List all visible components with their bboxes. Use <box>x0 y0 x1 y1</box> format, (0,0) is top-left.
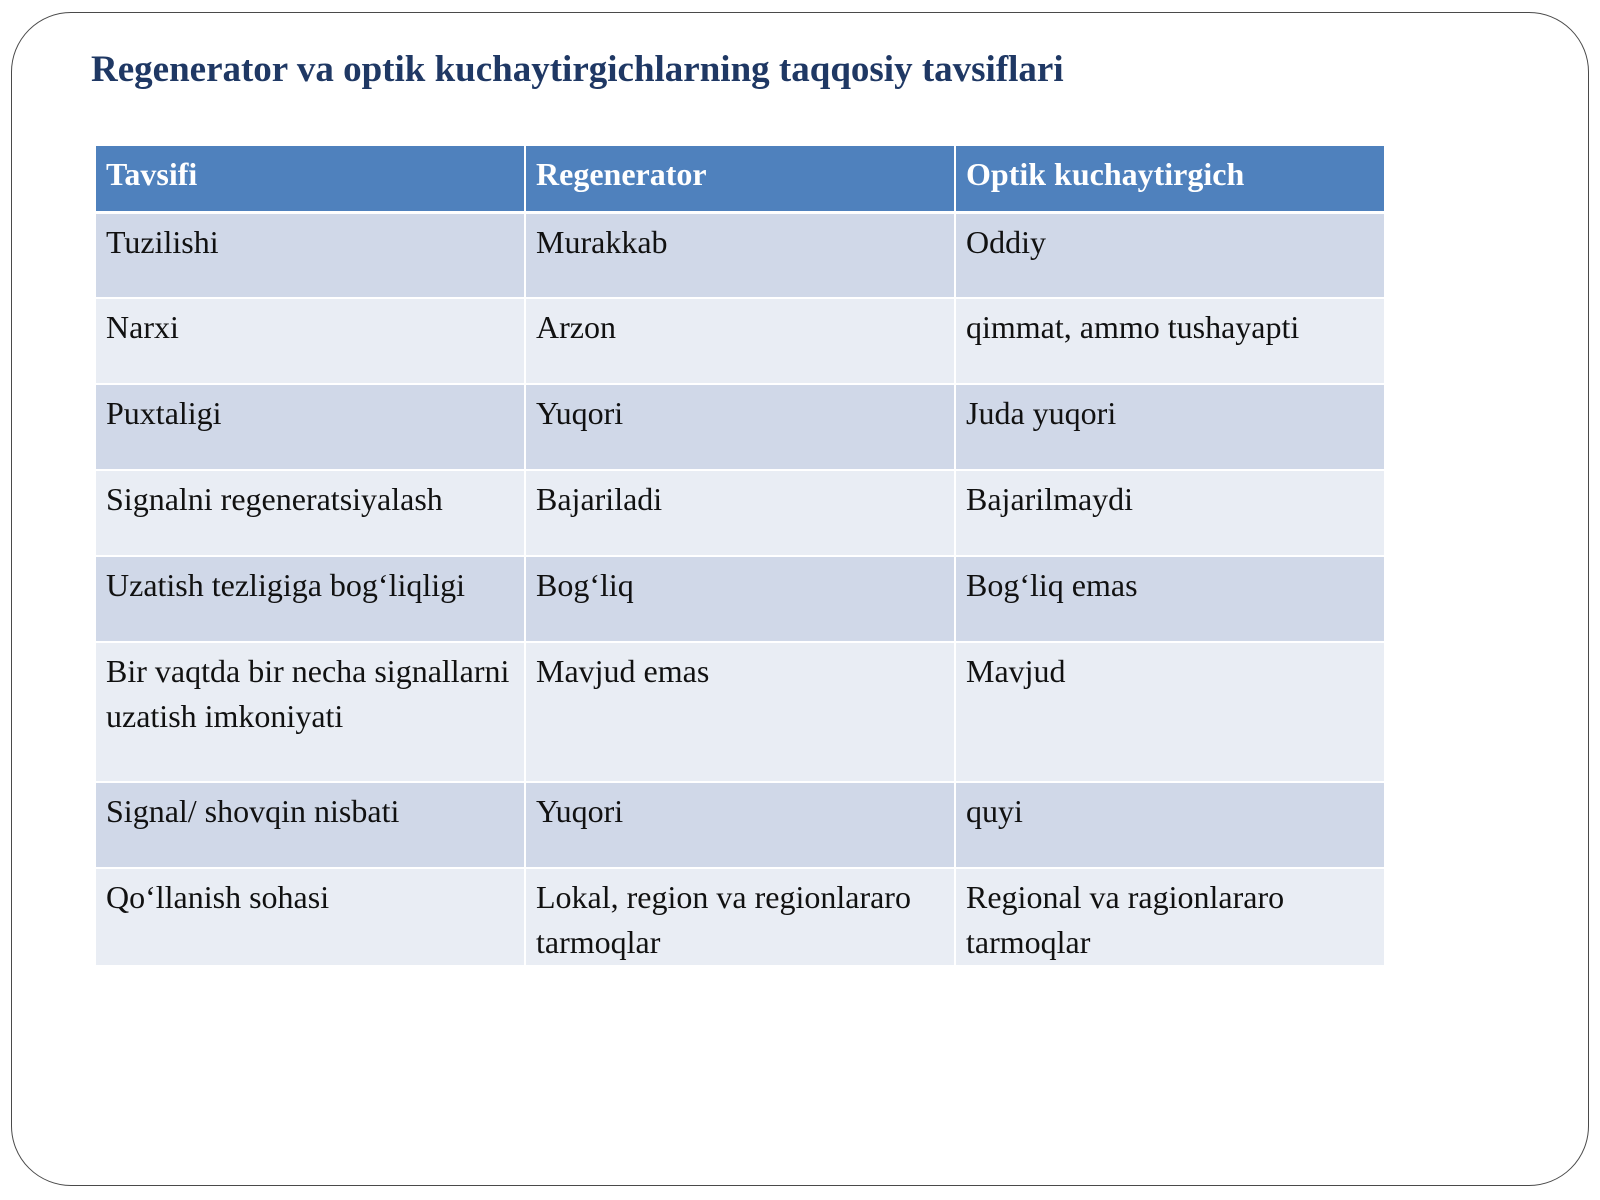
regenerator-cell: Yuqori <box>525 782 955 868</box>
optical-amplifier-cell: quyi <box>955 782 1385 868</box>
regenerator-cell: Bajariladi <box>525 470 955 556</box>
regenerator-cell: Arzon <box>525 298 955 384</box>
table-row <box>95 556 1385 642</box>
regenerator-cell: Lokal, region va regionlararo tarmoqlar <box>525 868 955 966</box>
table-row <box>95 212 1385 298</box>
optical-amplifier-cell: qimmat, ammo tushayapti <box>955 298 1385 384</box>
regenerator-cell: Murakkab <box>525 212 955 298</box>
optical-amplifier-cell: Juda yuqori <box>955 384 1385 470</box>
feature-cell: Signalni regeneratsiyalash <box>95 470 525 556</box>
header-cell-optical-amplifier: Optik kuchaytirgich <box>955 146 1385 212</box>
regenerator-cell: Yuqori <box>525 384 955 470</box>
table-row <box>95 298 1385 384</box>
optical-amplifier-cell: Regional va ragionlararo tarmoqlar <box>955 868 1385 966</box>
feature-cell: Narxi <box>95 298 525 384</box>
table-row <box>95 470 1385 556</box>
regenerator-cell: Mavjud emas <box>525 642 955 782</box>
header-cell-regenerator: Regenerator <box>525 146 955 212</box>
feature-cell: Signal/ shovqin nisbati <box>95 782 525 868</box>
feature-cell: Qo‘llanish sohasi <box>95 868 525 966</box>
optical-amplifier-cell: Oddiy <box>955 212 1385 298</box>
optical-amplifier-cell: Bog‘liq emas <box>955 556 1385 642</box>
feature-cell: Puxtaligi <box>95 384 525 470</box>
slide-title: Regenerator va optik kuchaytirgichlarning taqqosiy tavsiflari <box>91 49 1064 90</box>
optical-amplifier-cell: Mavjud <box>955 642 1385 782</box>
optical-amplifier-cell: Bajarilmaydi <box>955 470 1385 556</box>
table-row <box>95 642 1385 782</box>
feature-cell: Bir vaqtda bir necha signallarni uzatish imkoniyati <box>95 642 525 782</box>
table-header-row <box>95 146 1385 212</box>
table-row <box>95 384 1385 470</box>
feature-cell: Tuzilishi <box>95 212 525 298</box>
regenerator-cell: Bog‘liq <box>525 556 955 642</box>
table-row <box>95 782 1385 868</box>
header-cell-feature: Tavsifi <box>95 146 525 212</box>
comparison-table <box>94 146 1386 967</box>
table-row <box>95 868 1385 966</box>
feature-cell: Uzatish tezligiga bog‘liqligi <box>95 556 525 642</box>
